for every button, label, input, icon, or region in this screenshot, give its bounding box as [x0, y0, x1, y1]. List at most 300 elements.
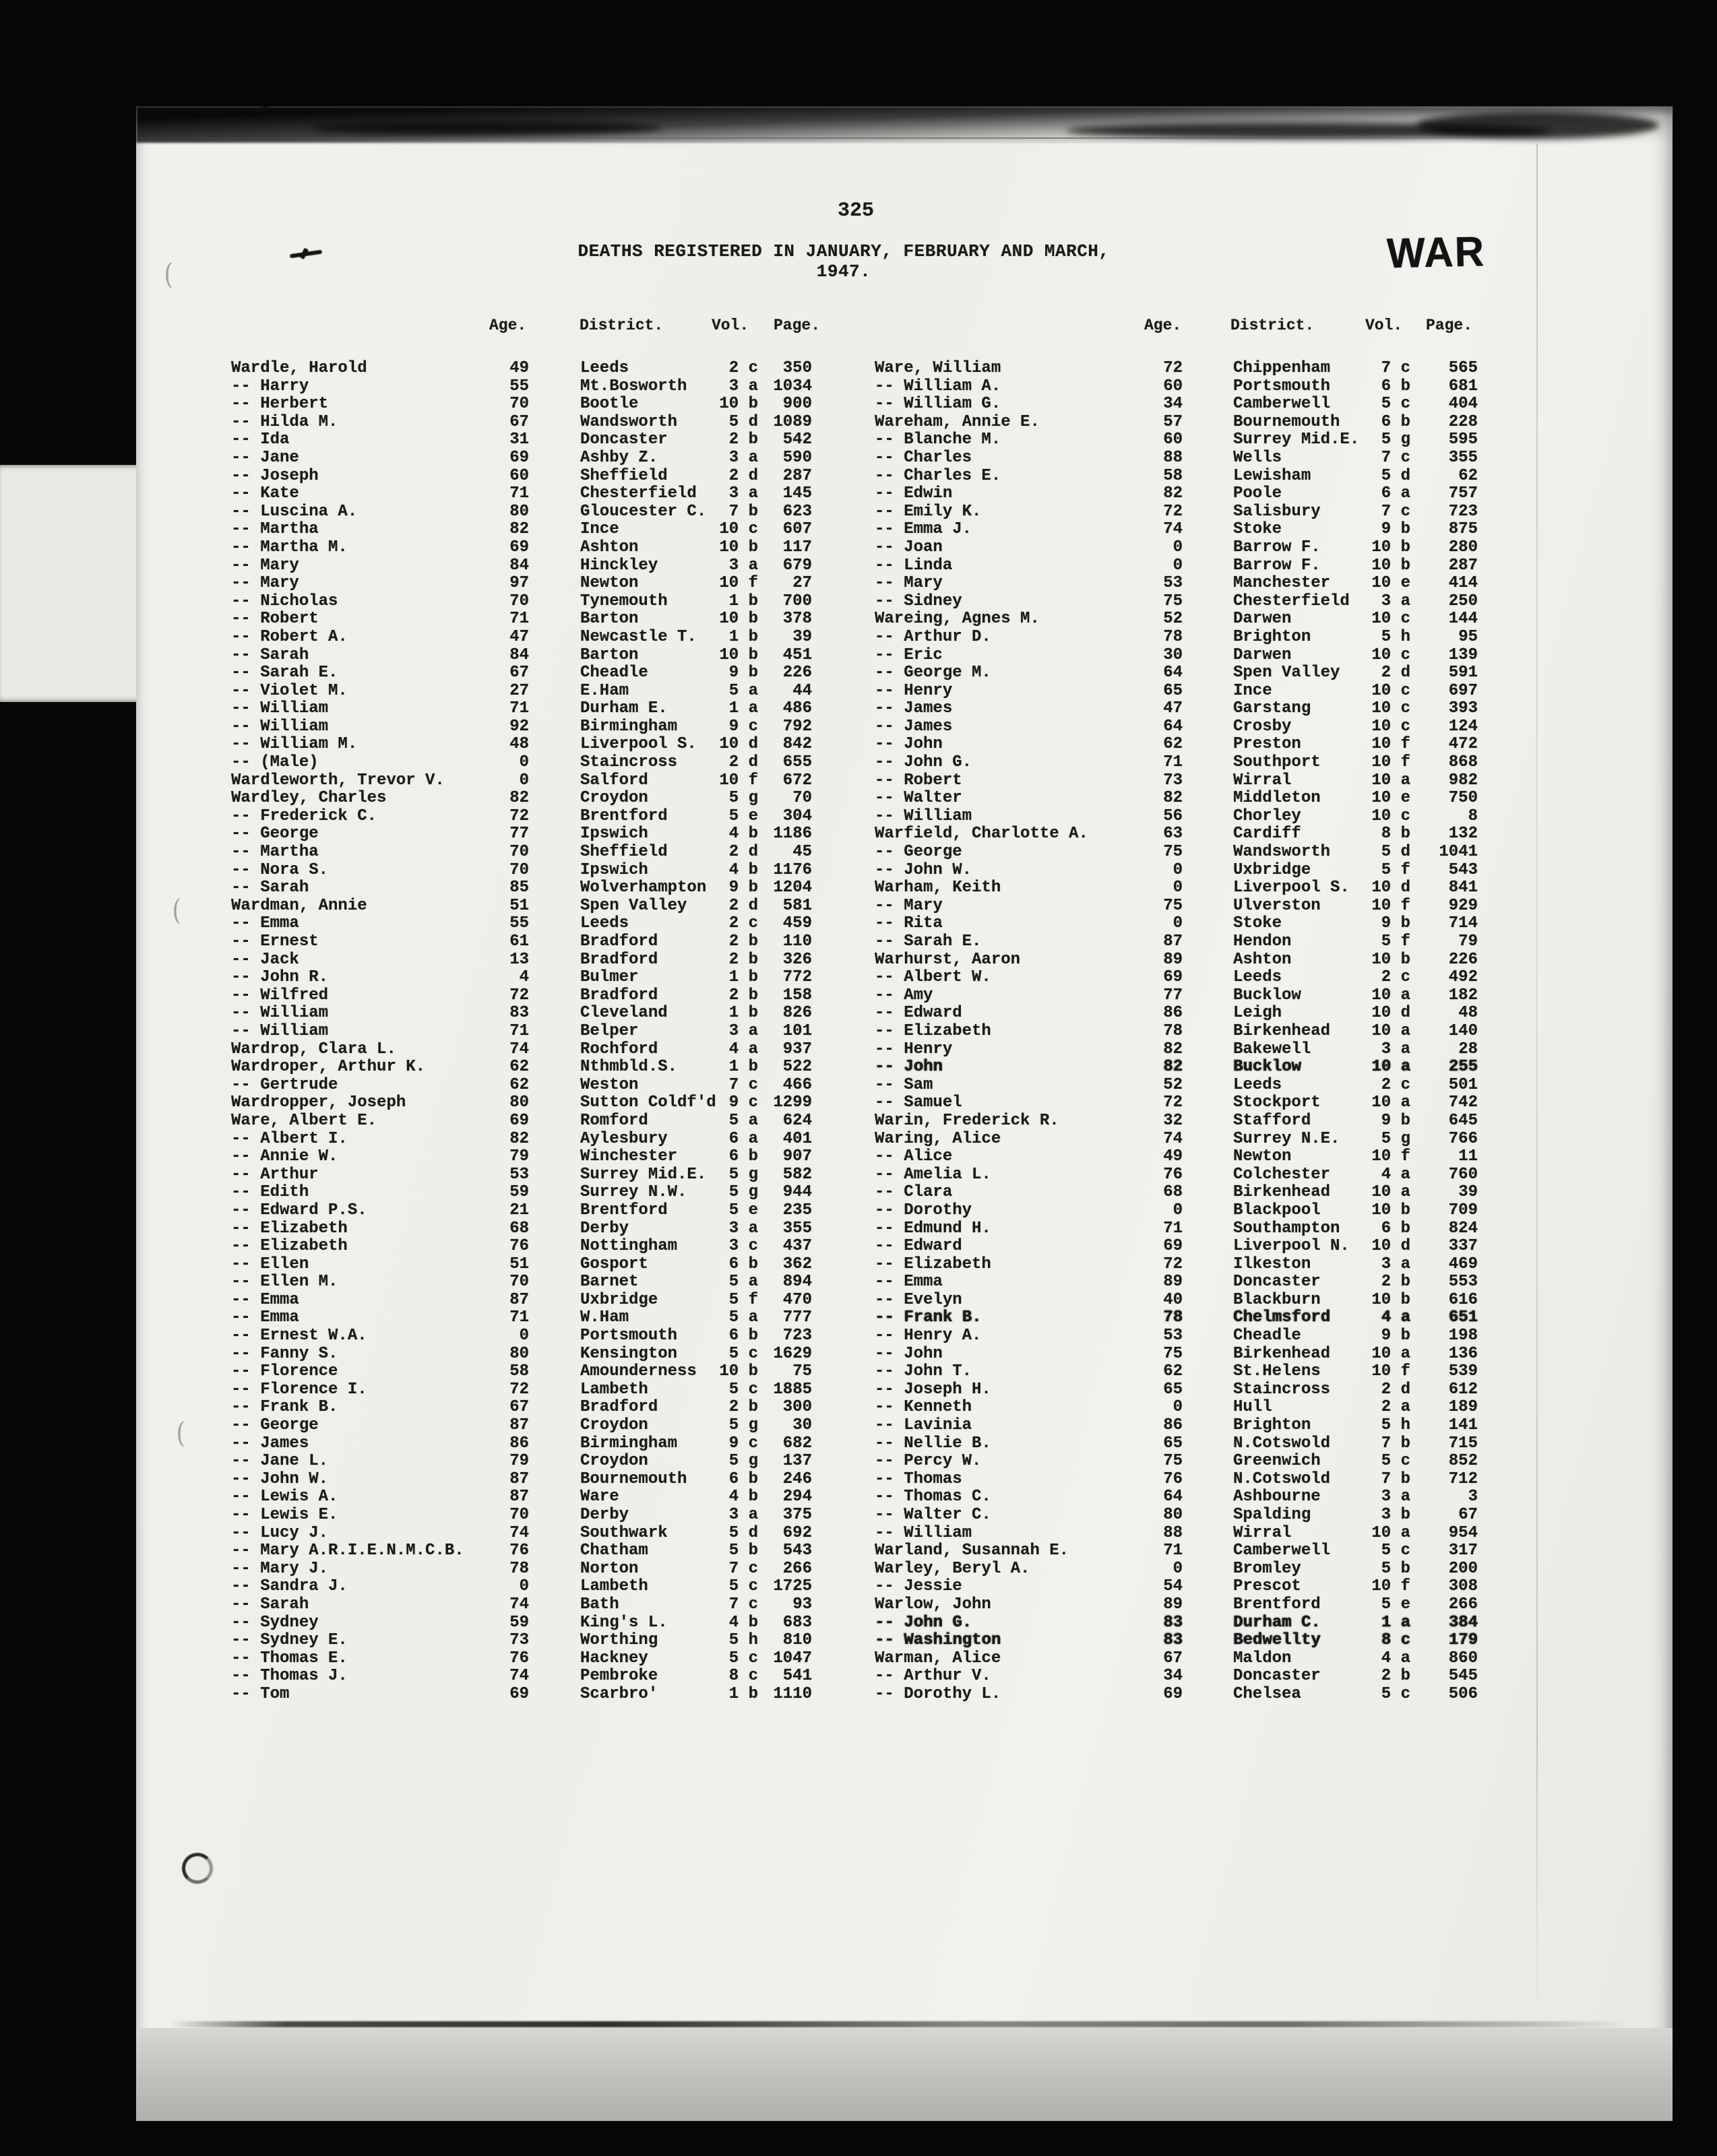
name-cell: -- William M.	[231, 735, 358, 754]
page-cell: 44	[792, 681, 812, 700]
page-cell: 750	[1448, 789, 1478, 808]
district-cell: Surrey Mid.E.	[1233, 431, 1360, 449]
age-cell: 86	[1163, 1416, 1183, 1435]
vol-cell: 5 c	[728, 1380, 758, 1399]
vol-cell: 1 b	[728, 968, 758, 987]
name-cell: -- Sam	[875, 1075, 933, 1094]
name-cell: -- George	[231, 1416, 319, 1435]
vol-cell: 7 b	[728, 502, 758, 521]
age-cell: 79	[509, 1147, 529, 1166]
vol-cell: 5 e	[728, 806, 758, 825]
name-cell: Warfield, Charlotte A.	[875, 825, 1088, 844]
district-cell: Sutton Coldf'd	[580, 1093, 716, 1112]
page-cell: 355	[782, 1219, 812, 1238]
district-cell: Cleveland	[580, 1004, 668, 1023]
page-cell: 697	[1448, 681, 1478, 700]
table-row	[875, 1184, 1555, 1202]
page-cell: 75	[792, 1362, 812, 1381]
age-cell: 72	[1163, 502, 1183, 521]
table-row	[231, 593, 912, 611]
table-row	[231, 1686, 912, 1704]
name-cell: -- Mary A.R.I.E.N.M.C.B.	[231, 1542, 464, 1560]
vol-cell: 10 f	[1371, 896, 1410, 915]
page-cell: 200	[1448, 1559, 1478, 1578]
column-header-vol: Vol.	[712, 317, 749, 334]
vol-cell: 2 b	[1381, 1273, 1410, 1292]
district-cell: Leeds	[580, 914, 629, 933]
age-cell: 83	[1163, 1631, 1183, 1650]
table-row	[875, 1525, 1555, 1543]
name-cell: Ware, Albert E.	[231, 1111, 377, 1130]
age-cell: 76	[1163, 1165, 1183, 1184]
vol-cell: 8 b	[1381, 825, 1410, 844]
vol-cell: 7 c	[1381, 359, 1410, 377]
name-cell: Wardroper, Arthur K.	[231, 1058, 426, 1077]
vol-cell: 10 b	[1371, 1201, 1410, 1219]
page-cell: 937	[782, 1040, 812, 1058]
age-cell: 30	[1163, 645, 1183, 664]
age-cell: 69	[1163, 1684, 1183, 1703]
vol-cell: 7 b	[1381, 1469, 1410, 1488]
page-cell: 228	[1448, 412, 1478, 431]
bottom-smudge-line	[170, 2021, 1632, 2027]
table-row	[875, 718, 1555, 736]
district-cell: Derby	[580, 1506, 629, 1524]
table-row	[875, 1686, 1555, 1704]
age-cell: 80	[509, 1093, 529, 1112]
district-cell: Portsmouth	[1233, 377, 1331, 395]
vol-cell: 10 b	[1371, 1290, 1410, 1309]
vol-cell: 2 c	[728, 359, 758, 377]
district-cell: Ware	[580, 1488, 619, 1507]
table-row	[231, 772, 912, 790]
district-cell: Cheadle	[580, 664, 648, 683]
page-cell: 907	[782, 1147, 812, 1166]
page-cell: 612	[1448, 1380, 1478, 1399]
age-cell: 80	[509, 1344, 529, 1363]
age-cell: 0	[1173, 1201, 1183, 1219]
vol-cell: 5 b	[728, 1542, 758, 1560]
table-row	[875, 790, 1555, 808]
district-cell: Liverpool S.	[580, 735, 697, 754]
table-row	[231, 521, 912, 539]
district-cell: Camberwell	[1233, 1542, 1331, 1560]
page-cell: 679	[782, 556, 812, 575]
table-row	[231, 557, 912, 575]
age-cell: 53	[509, 1165, 529, 1184]
name-cell: -- Nora S.	[231, 860, 329, 879]
table-row	[231, 1542, 912, 1560]
district-cell: Lambeth	[580, 1380, 648, 1399]
name-cell: -- Charles	[875, 448, 972, 467]
document-page	[136, 106, 1673, 2121]
district-cell: Ashton	[1233, 950, 1292, 969]
vol-cell: 10 b	[1371, 556, 1410, 575]
age-cell: 73	[509, 1631, 529, 1650]
page-cell: 723	[1448, 502, 1478, 521]
page-cell: 900	[782, 395, 812, 414]
vol-cell: 9 c	[728, 1093, 758, 1112]
vol-cell: 2 d	[1381, 664, 1410, 683]
district-cell: Brentford	[1233, 1595, 1321, 1614]
district-cell: Poole	[1233, 484, 1282, 503]
age-cell: 55	[509, 377, 529, 395]
age-cell: 0	[1173, 1398, 1183, 1417]
age-cell: 92	[509, 717, 529, 736]
district-cell: Leeds	[1233, 968, 1282, 987]
table-row	[875, 1453, 1555, 1471]
age-cell: 69	[509, 538, 529, 557]
name-cell: -- Luscina A.	[231, 502, 358, 521]
table-row	[231, 808, 912, 826]
age-cell: 74	[509, 1523, 529, 1542]
vol-cell: 10 a	[1371, 986, 1410, 1005]
table-row	[875, 1220, 1555, 1238]
page-cell: 542	[782, 431, 812, 449]
page-cell: 777	[782, 1308, 812, 1327]
name-cell: -- Wilfred	[231, 986, 329, 1005]
age-cell: 60	[1163, 377, 1183, 395]
page-cell: 591	[1448, 664, 1478, 683]
district-cell: Norton	[580, 1559, 639, 1578]
name-cell: -- James	[231, 1434, 309, 1453]
left-edge-white-tab	[0, 465, 140, 702]
district-cell: Newton	[580, 574, 639, 593]
name-cell: -- Frank B.	[231, 1398, 338, 1417]
vol-cell: 6 b	[728, 1469, 758, 1488]
age-cell: 56	[1163, 806, 1183, 825]
page-cell: 581	[782, 896, 812, 915]
district-cell: Spen Valley	[580, 896, 687, 915]
table-row	[875, 1112, 1555, 1131]
vol-cell: 10 b	[719, 645, 758, 664]
district-cell: Leigh	[1233, 1004, 1282, 1023]
vol-cell: 2 d	[728, 466, 758, 485]
register-column-left	[231, 360, 912, 1704]
name-cell: -- Thomas E.	[231, 1649, 348, 1668]
district-cell: Bournemouth	[580, 1469, 687, 1488]
table-row	[231, 414, 912, 432]
age-cell: 67	[509, 1398, 529, 1417]
name-cell: -- Florence	[231, 1362, 338, 1381]
page-cell: 486	[782, 699, 812, 718]
age-cell: 62	[1163, 735, 1183, 754]
district-cell: St.Helens	[1233, 1362, 1321, 1381]
table-row	[231, 1292, 912, 1310]
vol-cell: 5 d	[728, 412, 758, 431]
district-cell: Uxbridge	[1233, 860, 1311, 879]
district-cell: Ashby Z.	[580, 448, 658, 467]
table-row	[231, 378, 912, 396]
page-cell: 760	[1448, 1165, 1478, 1184]
district-cell: Stoke	[1233, 520, 1282, 539]
age-cell: 55	[509, 914, 529, 933]
age-cell: 67	[509, 664, 529, 683]
vol-cell: 5 c	[1381, 1542, 1410, 1560]
name-cell: -- Violet M.	[231, 681, 348, 700]
district-cell: Birkenhead	[1233, 1183, 1331, 1202]
district-cell: Derby	[580, 1219, 629, 1238]
name-cell: -- Charles E.	[875, 466, 1001, 485]
age-cell: 40	[1163, 1290, 1183, 1309]
age-cell: 62	[509, 1058, 529, 1077]
page-cell: 860	[1448, 1649, 1478, 1668]
table-row	[231, 1005, 912, 1023]
name-cell: -- Joseph H.	[875, 1380, 991, 1399]
age-cell: 51	[509, 896, 529, 915]
page-cell: 852	[1448, 1452, 1478, 1471]
age-cell: 34	[1163, 1667, 1183, 1686]
district-cell: Tynemouth	[580, 592, 668, 610]
table-row	[231, 1077, 912, 1095]
name-cell: -- Jane L.	[231, 1452, 329, 1471]
page-cell: 582	[782, 1165, 812, 1184]
name-cell: -- Linda	[875, 556, 953, 575]
table-row	[231, 862, 912, 880]
page-cell: 179	[1448, 1631, 1478, 1650]
name-cell: -- George M.	[875, 664, 991, 683]
name-cell: -- Sarah E.	[875, 932, 982, 951]
name-cell: -- Emma	[231, 914, 299, 933]
age-cell: 64	[1163, 717, 1183, 736]
district-cell: Barrow F.	[1233, 538, 1321, 557]
page-cell: 141	[1448, 1416, 1478, 1435]
table-row	[231, 1614, 912, 1632]
table-row	[875, 915, 1555, 933]
vol-cell: 2 b	[728, 431, 758, 449]
table-row	[875, 1094, 1555, 1112]
vol-cell: 10 a	[1371, 1344, 1410, 1363]
age-cell: 0	[1173, 1559, 1183, 1578]
page-cell: 140	[1448, 1021, 1478, 1040]
table-row	[875, 1632, 1555, 1650]
vol-cell: 3 a	[1381, 592, 1410, 610]
vol-cell: 1 a	[728, 699, 758, 718]
name-cell: -- Arthur D.	[875, 627, 991, 646]
age-cell: 82	[1163, 789, 1183, 808]
district-cell: Preston	[1233, 735, 1301, 754]
district-cell: Pembroke	[580, 1667, 658, 1686]
name-cell: -- Henry A.	[875, 1327, 982, 1345]
name-cell: -- Nellie B.	[875, 1434, 991, 1453]
vol-cell: 3 a	[1381, 1040, 1410, 1058]
page-cell: 672	[782, 771, 812, 790]
district-cell: Sheffield	[580, 466, 668, 485]
name-cell: -- Sarah E.	[231, 664, 338, 683]
name-cell: -- John T.	[875, 1362, 972, 1381]
name-cell: -- Percy W.	[875, 1452, 982, 1471]
table-row	[231, 1560, 912, 1579]
table-row	[231, 431, 912, 449]
table-row	[875, 1363, 1555, 1381]
name-cell: -- John	[875, 1058, 943, 1077]
name-cell: -- Lewis E.	[231, 1506, 338, 1524]
table-row	[875, 610, 1555, 629]
table-row	[231, 700, 912, 718]
table-row	[875, 933, 1555, 951]
vol-cell: 1 b	[728, 627, 758, 646]
table-row	[875, 378, 1555, 396]
name-cell: -- Mary	[231, 574, 299, 593]
page-cell: 317	[1448, 1542, 1478, 1560]
table-row	[231, 1220, 912, 1238]
vol-cell: 5 d	[1381, 466, 1410, 485]
age-cell: 74	[509, 1595, 529, 1614]
district-cell: Amounderness	[580, 1362, 697, 1381]
district-cell: Wandsworth	[580, 412, 678, 431]
table-row	[875, 1596, 1555, 1614]
vol-cell: 4 b	[728, 860, 758, 879]
table-row	[875, 1023, 1555, 1041]
age-cell: 97	[509, 574, 529, 593]
table-row	[231, 360, 912, 378]
name-cell: -- Kate	[231, 484, 299, 503]
page-number: 325	[837, 199, 874, 222]
vol-cell: 6 b	[1381, 1219, 1410, 1238]
vol-cell: 7 c	[1381, 502, 1410, 521]
page-cell: 826	[782, 1004, 812, 1023]
name-cell: -- Lavinia	[875, 1416, 972, 1435]
vol-cell: 5 b	[1381, 1559, 1410, 1578]
vol-cell: 6 b	[728, 1147, 758, 1166]
name-cell: -- Albert W.	[875, 968, 991, 987]
vol-cell: 2 c	[1381, 968, 1410, 987]
page-cell: 982	[1448, 771, 1478, 790]
name-cell: -- Emma J.	[875, 520, 972, 539]
page-cell: 145	[782, 484, 812, 503]
page-cell: 337	[1448, 1237, 1478, 1256]
vol-cell: 6 a	[1381, 484, 1410, 503]
name-cell: Wareing, Agnes M.	[875, 610, 1040, 629]
age-cell: 65	[1163, 1434, 1183, 1453]
district-cell: Wandsworth	[1233, 843, 1331, 862]
name-cell: -- Elizabeth	[231, 1219, 348, 1238]
age-cell: 80	[1163, 1506, 1183, 1524]
table-row	[875, 987, 1555, 1005]
vol-cell: 7 c	[728, 1559, 758, 1578]
name-cell: -- Thomas J.	[231, 1667, 348, 1686]
name-cell: Wardrop, Clara L.	[231, 1040, 396, 1058]
district-cell: Ilkeston	[1233, 1255, 1311, 1273]
table-row	[875, 700, 1555, 718]
page-cell: 304	[782, 806, 812, 825]
vol-cell: 3 a	[1381, 1488, 1410, 1507]
district-cell: Lewisham	[1233, 466, 1311, 485]
age-cell: 68	[509, 1219, 529, 1238]
vol-cell: 10 f	[1371, 1147, 1410, 1166]
table-row	[231, 485, 912, 503]
vol-cell: 7 c	[728, 1075, 758, 1094]
age-cell: 62	[1163, 1362, 1183, 1381]
age-cell: 70	[509, 592, 529, 610]
vol-cell: 5 c	[1381, 1452, 1410, 1471]
page-cell: 1885	[773, 1380, 812, 1399]
age-cell: 53	[1163, 1327, 1183, 1345]
vol-cell: 10 c	[1371, 699, 1410, 718]
age-cell: 75	[1163, 1452, 1183, 1471]
vol-cell: 3 a	[728, 1021, 758, 1040]
page-cell: 469	[1448, 1255, 1478, 1273]
name-cell: -- Edmund H.	[875, 1219, 991, 1238]
age-cell: 71	[1163, 1542, 1183, 1560]
name-cell: -- Ellen	[231, 1255, 309, 1273]
district-cell: Staincross	[1233, 1380, 1331, 1399]
age-cell: 89	[1163, 950, 1183, 969]
age-cell: 48	[509, 735, 529, 754]
district-cell: Southport	[1233, 753, 1321, 772]
vol-cell: 9 b	[1381, 1327, 1410, 1345]
vol-cell: 4 a	[728, 1040, 758, 1058]
name-cell: -- Sandra J.	[231, 1577, 348, 1596]
vol-cell: 10 c	[719, 520, 758, 539]
page-cell: 723	[782, 1327, 812, 1345]
age-cell: 72	[1163, 1093, 1183, 1112]
age-cell: 57	[1163, 412, 1183, 431]
age-cell: 88	[1163, 1523, 1183, 1542]
name-cell: -- Elizabeth	[231, 1237, 348, 1256]
vol-cell: 5 h	[1381, 627, 1410, 646]
vol-cell: 10 a	[1371, 1183, 1410, 1202]
vol-cell: 10 f	[1371, 1577, 1410, 1596]
district-cell: Lambeth	[580, 1577, 648, 1596]
name-cell: -- Henry	[875, 1040, 953, 1058]
table-row	[231, 1273, 912, 1292]
table-row	[231, 897, 912, 916]
page-cell: 470	[782, 1290, 812, 1309]
name-cell: Ware, William	[875, 359, 1001, 377]
age-cell: 0	[519, 1327, 529, 1345]
table-row	[875, 1381, 1555, 1399]
name-cell: -- Rita	[875, 914, 943, 933]
page-cell: 1089	[773, 412, 812, 431]
name-cell: -- Thomas C.	[875, 1488, 991, 1507]
table-row	[875, 1041, 1555, 1059]
district-cell: Bucklow	[1233, 986, 1301, 1005]
page-cell: 300	[782, 1398, 812, 1417]
district-cell: Hinckley	[580, 556, 658, 575]
table-row	[875, 431, 1555, 449]
table-row	[875, 1507, 1555, 1525]
vol-cell: 10 e	[1371, 574, 1410, 593]
table-row	[875, 844, 1555, 862]
district-cell: Bradford	[580, 1398, 658, 1417]
vol-cell: 3 a	[1381, 1255, 1410, 1273]
age-cell: 82	[1163, 1040, 1183, 1058]
district-cell: Barton	[580, 610, 639, 629]
vol-cell: 2 d	[728, 896, 758, 915]
vol-cell: 1 b	[728, 1004, 758, 1023]
page-cell: 28	[1458, 1040, 1478, 1058]
age-cell: 69	[1163, 1237, 1183, 1256]
margin-mark: (	[176, 1416, 185, 1449]
vol-cell: 6 b	[1381, 412, 1410, 431]
age-cell: 34	[1163, 395, 1183, 414]
table-row	[231, 503, 912, 521]
district-cell: Weston	[580, 1075, 639, 1094]
district-cell: Aylesbury	[580, 1129, 668, 1148]
district-cell: Nottingham	[580, 1237, 678, 1256]
age-cell: 67	[509, 412, 529, 431]
district-cell: Croydon	[580, 789, 648, 808]
page-cell: 39	[1458, 1183, 1478, 1202]
table-row	[875, 736, 1555, 754]
district-cell: Chelsea	[1233, 1684, 1301, 1703]
table-row	[875, 1614, 1555, 1632]
table-row	[231, 1578, 912, 1596]
age-cell: 49	[1163, 1147, 1183, 1166]
table-row	[231, 539, 912, 557]
page-cell: 623	[782, 502, 812, 521]
